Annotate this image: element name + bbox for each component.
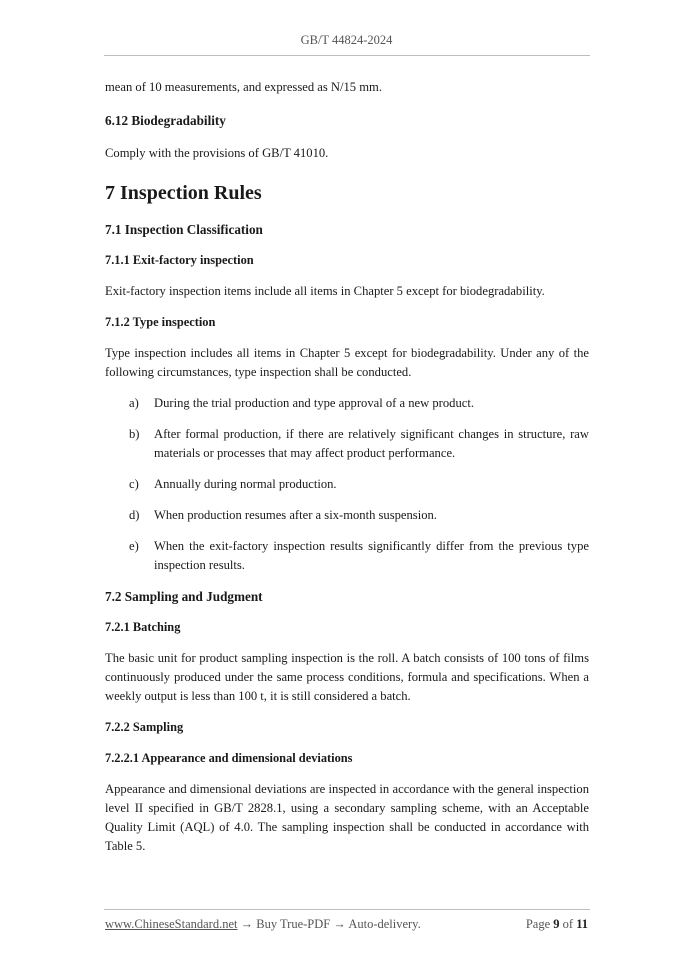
arrow-icon: → xyxy=(240,917,254,931)
page-number xyxy=(526,917,588,932)
list-item xyxy=(105,537,589,575)
total-pages: 11 xyxy=(576,917,588,931)
section-heading-7-2: 7.2 Sampling and Judgment xyxy=(105,589,263,604)
page-footer-links xyxy=(105,917,421,932)
list-item-text: After formal production, if there are relatively significant changes in structure, raw materials or processes that may affect product performance. xyxy=(154,427,589,460)
chapter-heading-7: 7 Inspection Rules xyxy=(105,182,262,204)
paragraph: Appearance and dimensional deviations are inspected in accordance with the general inspection level II specified in GB/T 2828.1, using a secondary sampling scheme, with an Acceptable Quality Limit (AQL) of 4.0. The sampling inspection shall be conducted in accordance with Table 5. xyxy=(105,782,589,853)
subsection-heading-7-2-2: 7.2.2 Sampling xyxy=(105,720,184,734)
list-item xyxy=(105,425,589,463)
list-item xyxy=(105,394,589,413)
header-divider xyxy=(104,55,590,56)
subsection-heading-7-2-2-1: 7.2.2.1 Appearance and dimensional deviations xyxy=(105,751,353,765)
list-item-text: When production resumes after a six-month suspension. xyxy=(154,508,437,522)
site-link[interactable]: www.ChineseStandard.net xyxy=(105,917,238,931)
list-item-text: During the trial production and type approval of a new product. xyxy=(154,396,474,410)
subsection-heading-7-2-1: 7.2.1 Batching xyxy=(105,620,181,634)
section-heading-7-1: 7.1 Inspection Classification xyxy=(105,222,263,237)
paragraph: Type inspection includes all items in Chapter 5 except for biodegradability. Under any of the following circumstances, type inspection shall be conducted. xyxy=(105,346,589,379)
list-item xyxy=(105,475,589,494)
delivery-text: Auto-delivery. xyxy=(348,917,421,931)
page-content xyxy=(105,78,589,856)
list-item-text: Annually during normal production. xyxy=(154,477,337,491)
paragraph: Exit-factory inspection items include all items in Chapter 5 except for biodegradability. xyxy=(105,284,545,298)
list-item xyxy=(105,506,589,525)
subsection-heading-7-1-2: 7.1.2 Type inspection xyxy=(105,315,216,329)
subsection-heading-7-1-1: 7.1.1 Exit-factory inspection xyxy=(105,253,254,267)
page-header: GB/T 44824-2024 xyxy=(300,33,393,47)
list-marker: e) xyxy=(129,539,139,553)
list-marker: b) xyxy=(129,427,140,441)
current-page: 9 xyxy=(553,917,560,931)
list-marker: c) xyxy=(129,477,139,491)
footer-divider xyxy=(104,909,590,910)
list-marker: d) xyxy=(129,508,140,522)
buy-pdf-link[interactable]: Buy True-PDF xyxy=(256,917,331,931)
list-item-text: When the exit-factory inspection results significantly differ from the previous type inspection results. xyxy=(154,539,589,572)
circumstance-list xyxy=(105,394,589,575)
paragraph: The basic unit for product sampling inspection is the roll. A batch consists of 100 tons of films continuously produced under the same process conditions, formula and specifications. When a weekly output is less than 100 t, it is still considered a batch. xyxy=(105,651,589,703)
list-marker: a) xyxy=(129,396,139,410)
of-word: of xyxy=(562,917,574,931)
page-word: Page xyxy=(525,917,551,931)
paragraph: mean of 10 measurements, and expressed as N/15 mm. xyxy=(105,80,382,94)
paragraph: Comply with the provisions of GB/T 41010. xyxy=(105,146,329,160)
arrow-icon: → xyxy=(333,917,346,931)
section-heading-6-12: 6.12 Biodegradability xyxy=(105,113,226,128)
